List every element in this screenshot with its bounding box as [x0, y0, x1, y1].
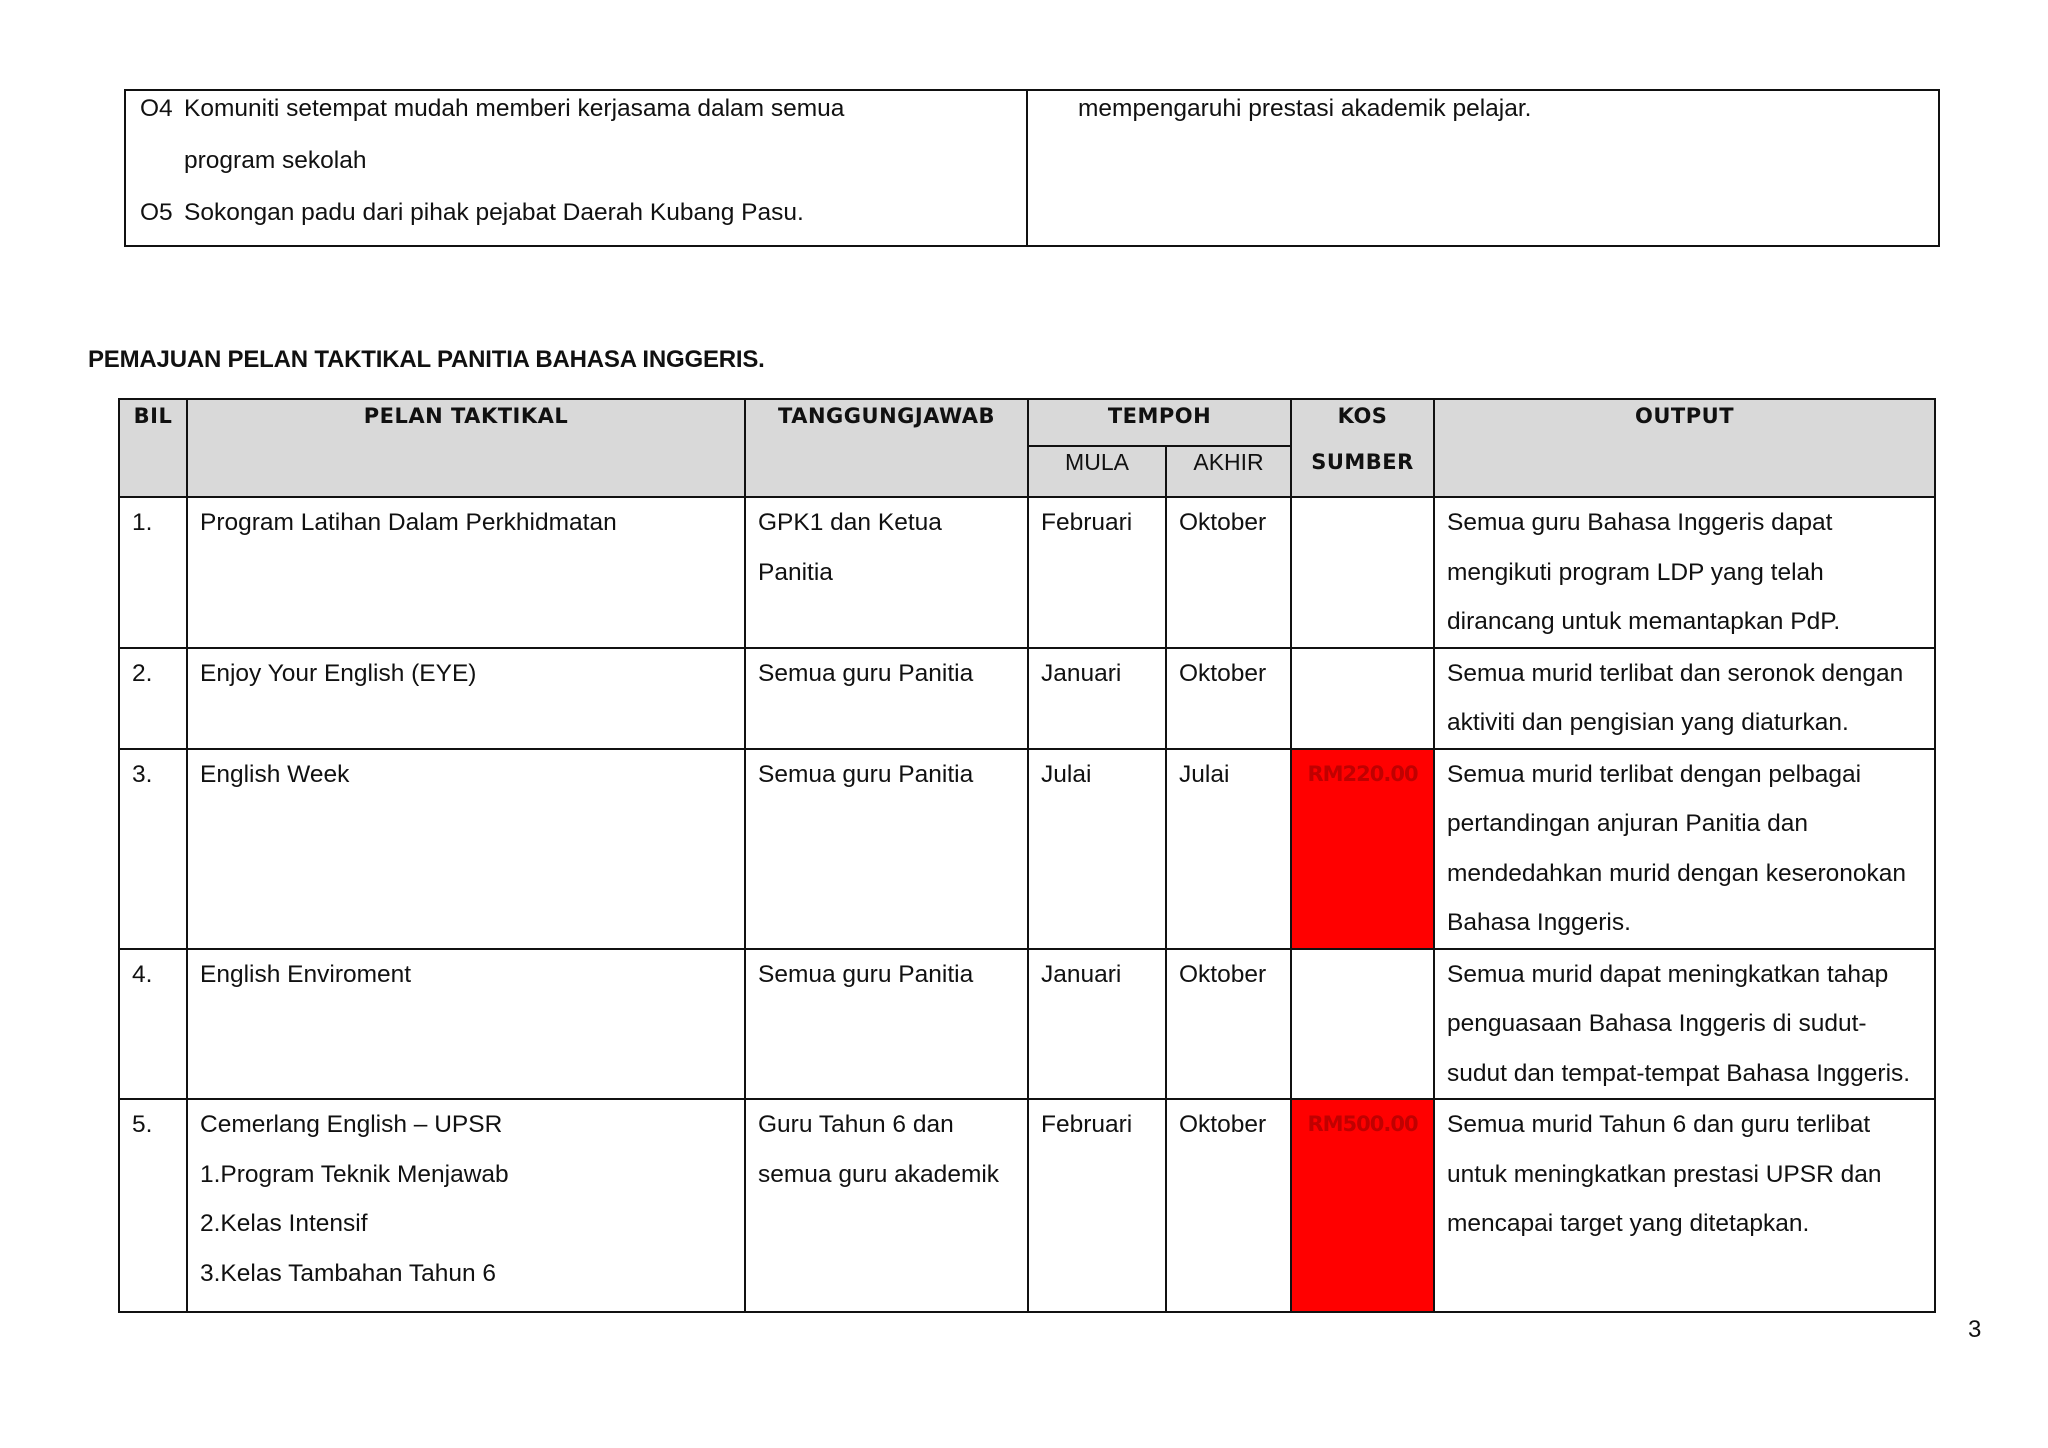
cell-bil — [119, 497, 187, 648]
cell-text-line: 5. — [132, 1111, 153, 1138]
cell-kos — [1291, 648, 1434, 749]
table-row — [119, 749, 1935, 949]
objective-line — [140, 143, 1026, 195]
cell-text-line: Oktober — [1179, 659, 1267, 687]
cell-text-line: 4. — [132, 960, 153, 988]
cell-text-line: Oktober — [1179, 960, 1267, 988]
cell-kos-highlighted — [1291, 749, 1434, 949]
cell-output — [1434, 1099, 1935, 1312]
objective-code: O4 — [140, 95, 173, 122]
cell-text-line: Julai — [1041, 760, 1092, 788]
cell-mula — [1028, 1099, 1166, 1312]
objectives-right-cell — [1028, 91, 1938, 245]
cell-text-line: Program Latihan Dalam Perkhidmatan — [200, 509, 617, 536]
cell-pelan — [187, 749, 745, 949]
table-row — [119, 1099, 1935, 1312]
cell-pelan — [187, 497, 745, 648]
cell-text-line: Oktober — [1179, 509, 1267, 536]
cell-text-line: Enjoy Your English (EYE) — [200, 659, 477, 687]
cell-bil — [119, 749, 187, 949]
cell-text-line: Panitia — [758, 558, 833, 586]
cell-tanggungjawab — [745, 949, 1028, 1100]
objective-text: Sokongan padu dari pihak pejabat Daerah Kubang Pasu. — [184, 199, 804, 226]
section-title: PEMAJUAN PELAN TAKTIKAL PANITIA BAHASA INGGERIS. — [88, 346, 765, 373]
cell-text-line: 1. — [132, 509, 153, 536]
objective-line — [140, 195, 1026, 247]
cell-text-line: mendedahkan murid dengan keseronokan — [1447, 859, 1907, 887]
cell-kos — [1291, 497, 1434, 648]
cell-output — [1434, 949, 1935, 1100]
cell-output — [1434, 648, 1935, 749]
cell-text-line: English Week — [200, 760, 350, 788]
cell-text-line: untuk meningkatkan prestasi UPSR dan — [1447, 1160, 1882, 1188]
objective-text: program sekolah — [184, 147, 367, 174]
cell-mula — [1028, 749, 1166, 949]
cell-akhir — [1166, 1099, 1291, 1312]
cell-output — [1434, 749, 1935, 949]
header-akhir: AKHIR — [1166, 446, 1291, 497]
cell-text-line: Semua murid terlibat dengan pelbagai — [1447, 760, 1862, 788]
cell-kos — [1291, 949, 1434, 1100]
cell-akhir — [1166, 949, 1291, 1100]
cell-kos-highlighted — [1291, 1099, 1434, 1312]
header-tempoh: TEMPOH — [1028, 399, 1291, 446]
cell-text-line: Semua murid Tahun 6 dan guru terlibat — [1447, 1111, 1871, 1138]
table-row — [119, 949, 1935, 1100]
cell-bil — [119, 1099, 187, 1312]
cell-text-line: Semua guru Panitia — [758, 960, 974, 988]
objective-right-text: mempengaruhi prestasi akademik pelajar. — [1078, 95, 1532, 122]
cell-text-line: Februari — [1041, 1111, 1133, 1138]
cell-text-line: Bahasa Inggeris. — [1447, 909, 1631, 936]
cell-text-line: Semua guru Bahasa Inggeris dapat — [1447, 509, 1833, 536]
cell-mula — [1028, 949, 1166, 1100]
cell-text-line: 2.Kelas Intensif — [200, 1210, 368, 1237]
cell-tanggungjawab — [745, 749, 1028, 949]
cell-text-line: penguasaan Bahasa Inggeris di sudut- — [1447, 1010, 1867, 1037]
objectives-table — [124, 89, 1940, 247]
page-number: 3 — [1968, 1316, 1982, 1343]
cell-text-line: sudut dan tempat-tempat Bahasa Inggeris. — [1447, 1059, 1911, 1087]
cell-mula — [1028, 648, 1166, 749]
cell-akhir — [1166, 749, 1291, 949]
objective-line — [140, 91, 1026, 143]
cell-text-line: 2. — [132, 659, 153, 687]
cell-pelan — [187, 949, 745, 1100]
cell-text-line: 1.Program Teknik Menjawab — [200, 1160, 509, 1188]
table-row — [119, 497, 1935, 648]
cell-output — [1434, 497, 1935, 648]
cell-text-line: English Enviroment — [200, 960, 412, 988]
header-kos-sumber — [1291, 399, 1434, 497]
cell-text-line: Oktober — [1179, 1111, 1267, 1138]
cell-text-line: Semua guru Panitia — [758, 659, 974, 687]
header-bil: BIL — [119, 399, 187, 497]
cost-value: RM220.00 — [1307, 761, 1418, 786]
cell-mula — [1028, 497, 1166, 648]
cell-text-line: mencapai target yang ditetapkan. — [1447, 1210, 1810, 1237]
objective-code: O5 — [140, 199, 173, 226]
cell-bil — [119, 949, 187, 1100]
cell-text-line: pertandingan anjuran Panitia dan — [1447, 810, 1808, 837]
header-sumber: SUMBER — [1311, 450, 1414, 474]
cell-tanggungjawab — [745, 497, 1028, 648]
table-row — [119, 648, 1935, 749]
cell-text-line: mengikuti program LDP yang telah — [1447, 558, 1824, 586]
cell-text-line: Februari — [1041, 509, 1133, 536]
cell-text-line: Januari — [1041, 960, 1122, 988]
cost-value: RM500.00 — [1307, 1112, 1418, 1136]
cell-text-line: Semua murid dapat meningkatkan tahap — [1447, 960, 1889, 988]
cell-pelan — [187, 648, 745, 749]
cell-pelan — [187, 1099, 745, 1312]
header-output: OUTPUT — [1434, 399, 1935, 497]
header-tanggungjawab: TANGGUNGJAWAB — [745, 399, 1028, 497]
cell-text-line: GPK1 dan Ketua — [758, 509, 942, 536]
cell-text-line: dirancang untuk memantapkan PdP. — [1447, 608, 1841, 635]
cell-tanggungjawab — [745, 648, 1028, 749]
cell-text-line: Januari — [1041, 659, 1122, 687]
cell-text-line: Semua murid terlibat dan seronok dengan — [1447, 659, 1904, 687]
tactical-plan-table — [118, 398, 1936, 1313]
header-kos: KOS — [1337, 404, 1388, 428]
header-pelan-taktikal: PELAN TAKTIKAL — [187, 399, 745, 497]
objective-text: Komuniti setempat mudah memberi kerjasama dalam semua — [184, 95, 845, 122]
cell-text-line: semua guru akademik — [758, 1160, 1000, 1188]
cell-text-line: Semua guru Panitia — [758, 760, 974, 788]
header-mula: MULA — [1028, 446, 1166, 497]
objectives-left-cell — [126, 91, 1028, 245]
cell-akhir — [1166, 497, 1291, 648]
cell-text-line: 3.Kelas Tambahan Tahun 6 — [200, 1259, 497, 1287]
cell-text-line: Cemerlang English – UPSR — [200, 1111, 503, 1138]
cell-text-line: Julai — [1179, 760, 1230, 788]
cell-akhir — [1166, 648, 1291, 749]
cell-bil — [119, 648, 187, 749]
cell-text-line: 3. — [132, 760, 153, 788]
cell-text-line: Guru Tahun 6 dan — [758, 1111, 954, 1138]
cell-text-line: aktiviti dan pengisian yang diaturkan. — [1447, 709, 1849, 736]
cell-tanggungjawab — [745, 1099, 1028, 1312]
